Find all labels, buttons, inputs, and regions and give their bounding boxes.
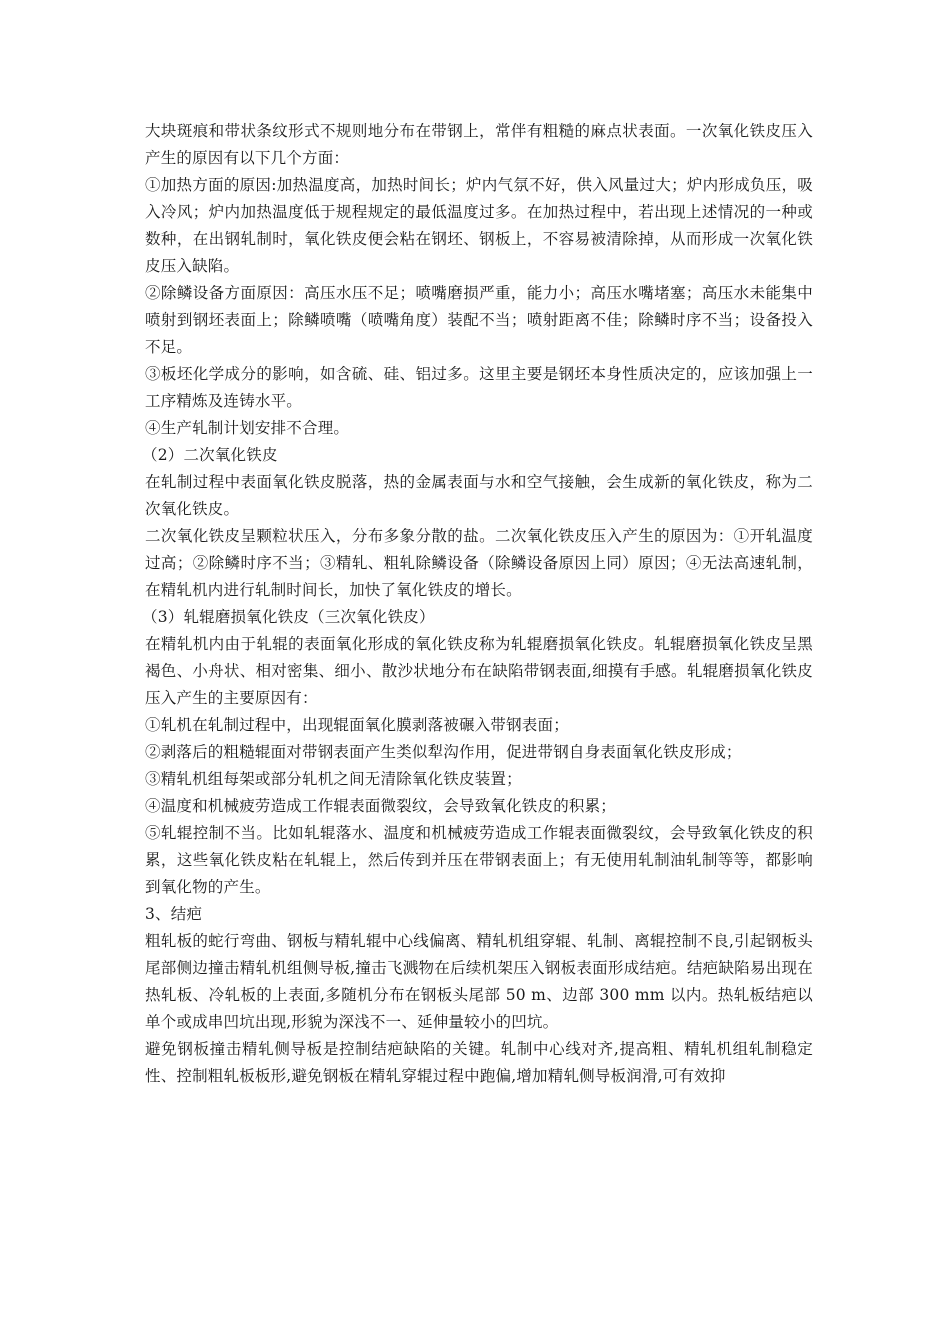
paragraph-15: ⑤轧辊控制不当。比如轧辊落水、温度和机械疲劳造成工作辊表面微裂纹，会导致氧化铁皮的积累，这些氧化铁皮粘在轧辊上，然后传到并压在带钢表面上；有无使用轧制油轧制等等，都影响到氧化物的产生。 [145,824,813,896]
section-heading-3: （3）轧辊磨损氧化铁皮（三次氧化铁皮） [142,608,435,626]
document-page [142,118,813,1090]
paragraph-8: 二次氧化铁皮呈颗粒状压入，分布多象分散的盐。二次氧化铁皮压入产生的原因为：①开轧温度过高；②除鳞时序不当；③精轧、粗轧除鳞设备（除鳞设备原因上同）原因；④无法高速轧制，在精轧机内进行轧制时间长，加快了氧化铁皮的增长。 [145,527,813,599]
paragraph-3: ②除鳞设备方面原因：高压水压不足；喷嘴磨损严重，能力小；高压水嘴堵塞；高压水未能集中喷射到钢坯表面上；除鳞喷嘴（喷嘴角度）装配不当；喷射距离不佳；除鳞时序不当；设备投入不足。 [145,284,813,356]
paragraph-2: ①加热方面的原因:加热温度高，加热时间长；炉内气氛不好，供入风量过大；炉内形成负压，吸入冷风；炉内加热温度低于规程规定的最低温度过多。在加热过程中，若出现上述情况的一种或数种，在出钢轧制时，氧化铁皮便会粘在钢坯、钢板上，不容易被清除掉，从而形成一次氧化铁皮压入缺陷。 [145,176,813,275]
paragraph-5: ④生产轧制计划安排不合理。 [145,419,350,437]
paragraph-11: ①轧机在轧制过程中，出现辊面氧化膜剥落被碾入带钢表面； [145,716,569,734]
section-heading-scar: 3、结疤 [145,905,203,923]
paragraph-13: ③精轧机组每架或部分轧机之间无清除氧化铁皮装置； [145,770,522,788]
paragraph-17: 粗轧板的蛇行弯曲、钢板与精轧辊中心线偏离、精轧机组穿辊、轧制、离辊控制不良,引起钢板头尾部侧边撞击精轧机组侧导板,撞击飞溅物在后续机架压入钢板表面形成结疤。结疤缺陷易出现在热轧板、冷轧板的上表面,多随机分布在钢板头尾部 50 m、边部 300 mm 以内。热轧板结疤以单个或成串凹坑出现,形貌为深浅不一、延伸量较小的凹坑。 [145,932,813,1031]
paragraph-14: ④温度和机械疲劳造成工作辊表面微裂纹，会导致氧化铁皮的积累； [145,797,617,815]
paragraph-4: ③板坯化学成分的影响，如含硫、硅、铝过多。这里主要是钢坯本身性质决定的，应该加强上一工序精炼及连铸水平。 [145,365,813,410]
paragraph-12: ②剥落后的粗糙辊面对带钢表面产生类似犁沟作用，促进带钢自身表面氧化铁皮形成； [145,743,742,761]
paragraph-18: 避免钢板撞击精轧侧导板是控制结疤缺陷的关键。轧制中心线对齐,提高粗、精轧机组轧制稳定性、控制粗轧板板形,避免钢板在精轧穿辊过程中跑偏,增加精轧侧导板润滑,可有效抑 [145,1040,813,1085]
paragraph-7: 在轧制过程中表面氧化铁皮脱落，热的金属表面与水和空气接触，会生成新的氧化铁皮，称为二次氧化铁皮。 [145,473,813,518]
paragraph-1: 大块斑痕和带状条纹形式不规则地分布在带钢上，常伴有粗糙的麻点状表面。一次氧化铁皮压入产生的原因有以下几个方面： [145,122,813,167]
section-heading-2: （2）二次氧化铁皮 [142,446,278,464]
paragraph-10: 在精轧机内由于轧辊的表面氧化形成的氧化铁皮称为轧辊磨损氧化铁皮。轧辊磨损氧化铁皮呈黑褐色、小舟状、相对密集、细小、散沙状地分布在缺陷带钢表面,细摸有手感。轧辊磨损氧化铁皮压入产生的主要原因有： [145,635,813,707]
